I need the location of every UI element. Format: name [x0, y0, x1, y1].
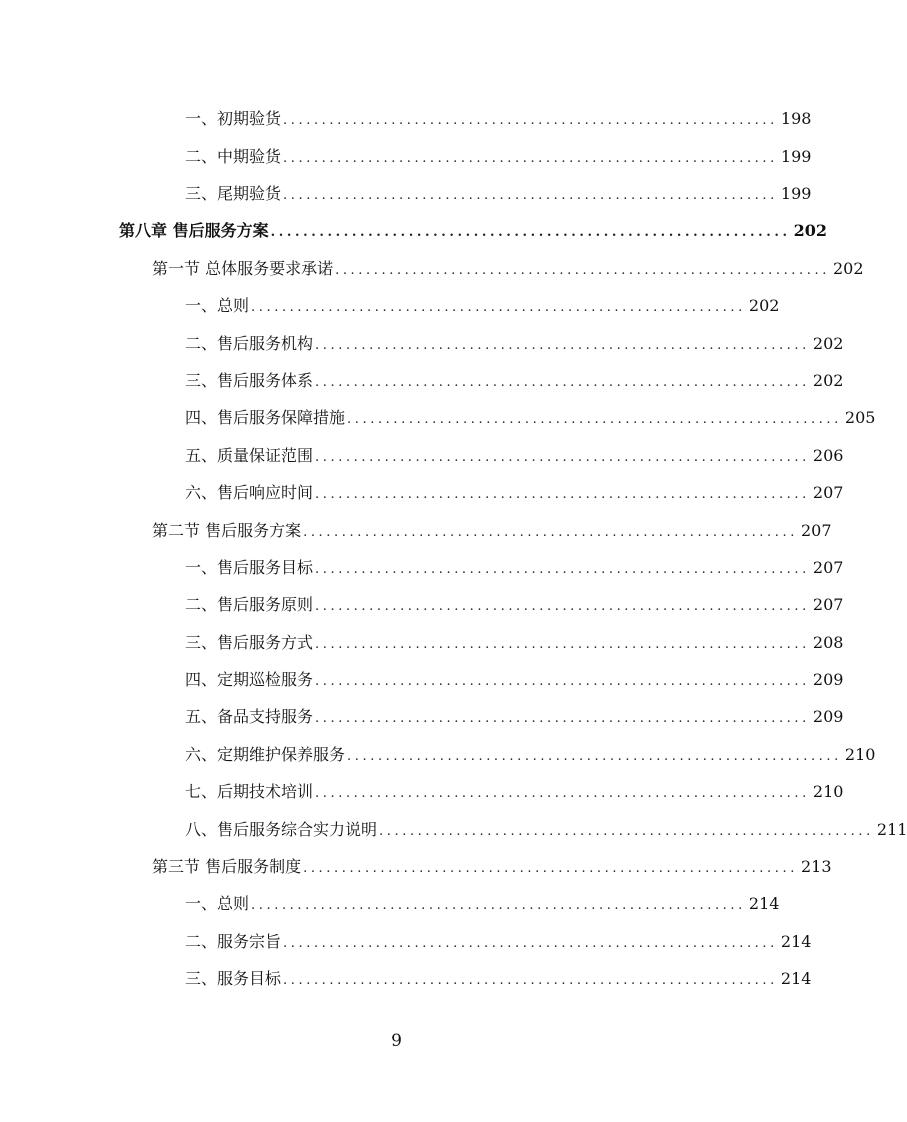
dot-leader: ................................................................ — [251, 300, 746, 316]
toc-entry-page: 207 — [812, 483, 844, 503]
toc-entry-title: 五、质量保证范围 — [185, 445, 314, 465]
toc-entry-title: 二、售后服务原则 — [185, 595, 314, 615]
toc-entry-page: 202 — [812, 333, 844, 353]
toc-entry-title: 一、总则 — [185, 894, 250, 914]
dot-leader: ................................................................ — [315, 599, 810, 615]
toc-entry-title: 第八章 售后服务方案 — [119, 221, 269, 241]
toc-entry-page: 211 — [876, 819, 907, 839]
toc-entry-page: 199 — [780, 183, 812, 203]
toc-entry-page: 214 — [748, 894, 780, 914]
toc-entry[interactable] — [0, 961, 812, 998]
dot-leader: ................................................................ — [315, 711, 810, 727]
dot-leader: ................................................................ — [315, 636, 810, 652]
toc-entry[interactable] — [0, 176, 812, 213]
toc-entry-title: 六、售后响应时间 — [185, 483, 314, 503]
toc-entry-title: 一、初期验货 — [185, 109, 282, 129]
toc-entry-page: 214 — [780, 931, 812, 951]
toc-entry-page: 207 — [812, 595, 844, 615]
toc-entry-page: 202 — [748, 296, 780, 316]
dot-leader: ................................................................ — [347, 412, 842, 428]
toc-entry[interactable] — [0, 475, 844, 512]
toc-entry[interactable] — [0, 101, 812, 138]
dot-leader: ................................................................ — [335, 262, 830, 278]
dot-leader: ................................................................ — [379, 823, 874, 839]
toc-entry-title: 六、定期维护保养服务 — [185, 744, 346, 764]
toc-entry[interactable] — [0, 624, 844, 661]
dot-leader: ................................................................ — [283, 113, 778, 129]
toc-entry-title: 三、售后服务体系 — [185, 370, 314, 390]
toc-entry-title: 四、定期巡检服务 — [185, 670, 314, 690]
table-of-contents — [0, 101, 907, 998]
dot-leader: ................................................................ — [270, 225, 791, 241]
dot-leader: ................................................................ — [315, 561, 810, 577]
toc-entry-page: 202 — [812, 370, 844, 390]
toc-entry[interactable] — [0, 699, 844, 736]
toc-entry[interactable] — [0, 774, 844, 811]
page-number: 9 — [391, 1031, 402, 1051]
dot-leader: ................................................................ — [315, 786, 810, 802]
dot-leader: ................................................................ — [303, 524, 798, 540]
toc-entry-title: 二、服务宗旨 — [185, 931, 282, 951]
dot-leader: ................................................................ — [315, 337, 810, 353]
toc-entry-title: 五、备品支持服务 — [185, 707, 314, 727]
toc-section-entry[interactable] — [0, 251, 864, 288]
toc-entry-title: 三、售后服务方式 — [185, 632, 314, 652]
toc-entry-page: 202 — [832, 258, 864, 278]
toc-entry-title: 二、售后服务机构 — [185, 333, 314, 353]
toc-entry[interactable] — [0, 363, 844, 400]
toc-entry-page: 202 — [793, 221, 828, 241]
dot-leader: ................................................................ — [315, 487, 810, 503]
toc-entry[interactable] — [0, 325, 844, 362]
dot-leader: ................................................................ — [283, 935, 778, 951]
toc-entry[interactable] — [0, 662, 844, 699]
toc-entry[interactable] — [0, 737, 876, 774]
toc-entry-page: 210 — [812, 782, 844, 802]
toc-entry[interactable] — [0, 587, 844, 624]
dot-leader: ................................................................ — [315, 449, 810, 465]
toc-section-entry[interactable] — [0, 849, 832, 886]
toc-entry-title: 三、服务目标 — [185, 969, 282, 989]
toc-entry-page: 214 — [780, 969, 812, 989]
toc-entry-page: 206 — [812, 445, 844, 465]
toc-entry-page: 199 — [780, 146, 812, 166]
toc-entry-page: 210 — [844, 744, 876, 764]
toc-entry-page: 209 — [812, 707, 844, 727]
dot-leader: ................................................................ — [283, 187, 778, 203]
toc-entry-title: 一、售后服务目标 — [185, 557, 314, 577]
toc-entry-page: 205 — [844, 408, 876, 428]
toc-entry[interactable] — [0, 400, 876, 437]
toc-entry-title: 七、后期技术培训 — [185, 782, 314, 802]
dot-leader: ................................................................ — [283, 150, 778, 166]
toc-entry-title: 四、售后服务保障措施 — [185, 408, 346, 428]
toc-entry-title: 八、售后服务综合实力说明 — [185, 819, 378, 839]
toc-entry-title: 第一节 总体服务要求承诺 — [152, 258, 334, 278]
toc-entry[interactable] — [0, 550, 844, 587]
toc-entry-title: 二、中期验货 — [185, 146, 282, 166]
toc-entry-title: 第三节 售后服务制度 — [152, 857, 302, 877]
dot-leader: ................................................................ — [347, 748, 842, 764]
dot-leader: ................................................................ — [251, 898, 746, 914]
toc-entry[interactable] — [0, 138, 812, 175]
toc-entry[interactable] — [0, 924, 812, 961]
toc-entry[interactable] — [0, 288, 793, 325]
toc-entry-title: 三、尾期验货 — [185, 183, 282, 203]
toc-section-entry[interactable] — [0, 512, 832, 549]
dot-leader: ................................................................ — [283, 973, 778, 989]
toc-chapter-entry[interactable] — [0, 213, 828, 250]
toc-entry-page: 207 — [812, 557, 844, 577]
toc-entry[interactable] — [0, 886, 793, 923]
dot-leader: ................................................................ — [315, 674, 810, 690]
toc-entry-page: 198 — [780, 109, 812, 129]
dot-leader: ................................................................ — [303, 861, 798, 877]
toc-entry-page: 208 — [812, 632, 844, 652]
toc-entry[interactable] — [0, 811, 907, 848]
toc-entry-page: 209 — [812, 670, 844, 690]
toc-entry-title: 一、总则 — [185, 296, 250, 316]
toc-entry-page: 213 — [800, 857, 832, 877]
toc-entry[interactable] — [0, 438, 844, 475]
toc-entry-title: 第二节 售后服务方案 — [152, 520, 302, 540]
toc-entry-page: 207 — [800, 520, 832, 540]
dot-leader: ................................................................ — [315, 374, 810, 390]
